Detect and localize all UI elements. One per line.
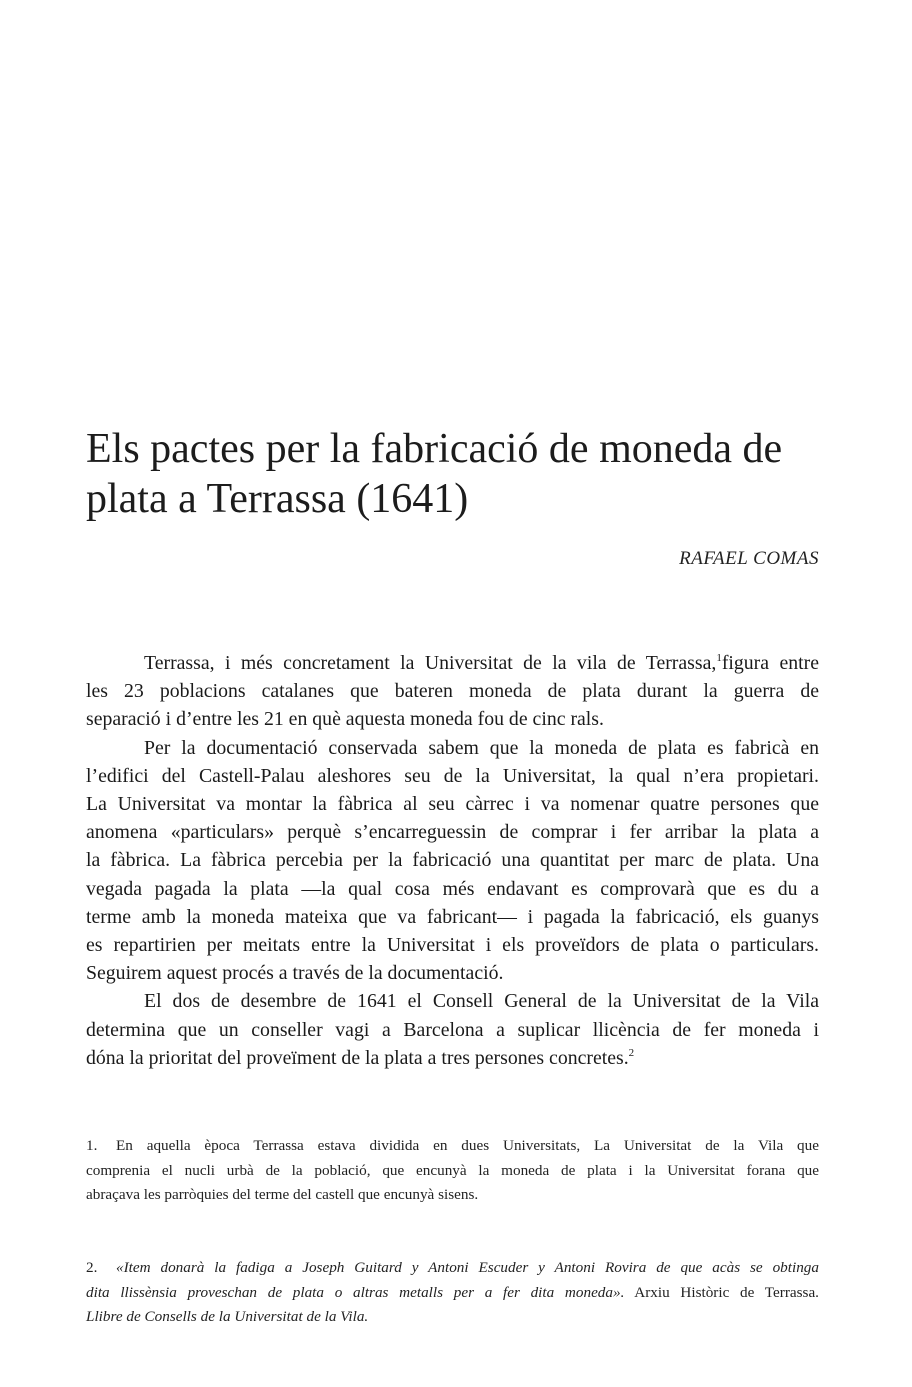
body-line: determina que un conseller vagi a Barcelona a suplicar llicència de fer moneda i <box>86 1018 819 1041</box>
body-line: anomena «particulars» perquè s’encarreguessin de comprar i fer arribar la plata a <box>86 821 819 844</box>
footnote-ref[interactable]: 2 <box>628 1046 635 1059</box>
body-line: Per la documentació conservada sabem que la moneda de plata es fabricà en <box>144 736 819 759</box>
footnote-line: 1. En aquella època Terrassa estava dividida en dues Universitats, La Universitat de la Vila que <box>86 1134 819 1159</box>
footnote-number: 1. <box>86 1137 98 1154</box>
footnote-line: 2. «Item donarà la fadiga a Joseph Guitard y Antoni Escuder y Antoni Rovira de que acàs se obtinga <box>86 1256 819 1281</box>
body-line: separació i d’entre les 21 en què aquesta moneda fou de cinc rals. <box>86 708 604 731</box>
author-name: RAFAEL COMAS <box>679 548 819 569</box>
article-body <box>86 649 819 1072</box>
footnote-line: Llibre de Consells de la Universitat de la Vila. <box>86 1308 369 1325</box>
footnote-1 <box>86 1134 819 1208</box>
body-line: l’edifici del Castell-Palau aleshores seu de la Universitat, la qual n’era propietari. <box>86 764 819 787</box>
title-line: plata a Terrassa (1641) <box>86 476 469 522</box>
footnote-2 <box>86 1256 819 1330</box>
title-line: Els pactes per la fabricació de moneda de <box>86 426 783 472</box>
footnote-line: comprenia el nucli urbà de la població, que encunyà la moneda de plata i la Universitat forana que <box>86 1161 819 1179</box>
footnote-line: abraçava les parròquies del terme del castell que encunyà sisens. <box>86 1186 479 1203</box>
body-line: terme amb la moneda mateixa que va fabricant— i pagada la fabricació, els guanys <box>86 905 819 928</box>
body-line: Seguirem aquest procés a través de la documentació. <box>86 962 504 985</box>
footnote-line: dita llissènsia proveschan de plata o altras metalls per a fer dita moneda». Arxiu Històric de Terrassa. <box>86 1283 819 1301</box>
footnote-number: 2. <box>86 1259 98 1276</box>
body-line: la fàbrica. La fàbrica percebia per la fabricació una quantitat per marc de plata. Una <box>86 849 819 872</box>
body-line: La Universitat va montar la fàbrica al seu càrrec i va nomenar quatre persones que <box>86 793 819 816</box>
body-line: dóna la prioritat del proveïment de la plata a tres persones concretes.$^2$ <box>86 1046 635 1069</box>
article-title <box>86 424 846 524</box>
body-line: les 23 poblacions catalanes que bateren moneda de plata durant la guerra de <box>86 680 819 703</box>
body-line: vegada pagada la plata —la qual cosa més endavant es comprovarà que es du a <box>86 877 819 900</box>
body-line: El dos de desembre de 1641 el Consell General de la Universitat de la Vila <box>144 990 819 1013</box>
footnote-ref[interactable]: 1 <box>716 652 722 664</box>
body-line: Terrassa, i més concretament la Universitat de la vila de Terrassa,$^1$figura entre <box>144 652 819 674</box>
body-line: es repartirien per meitats entre la Universitat i els proveïdors de plata o particulars. <box>86 934 819 957</box>
